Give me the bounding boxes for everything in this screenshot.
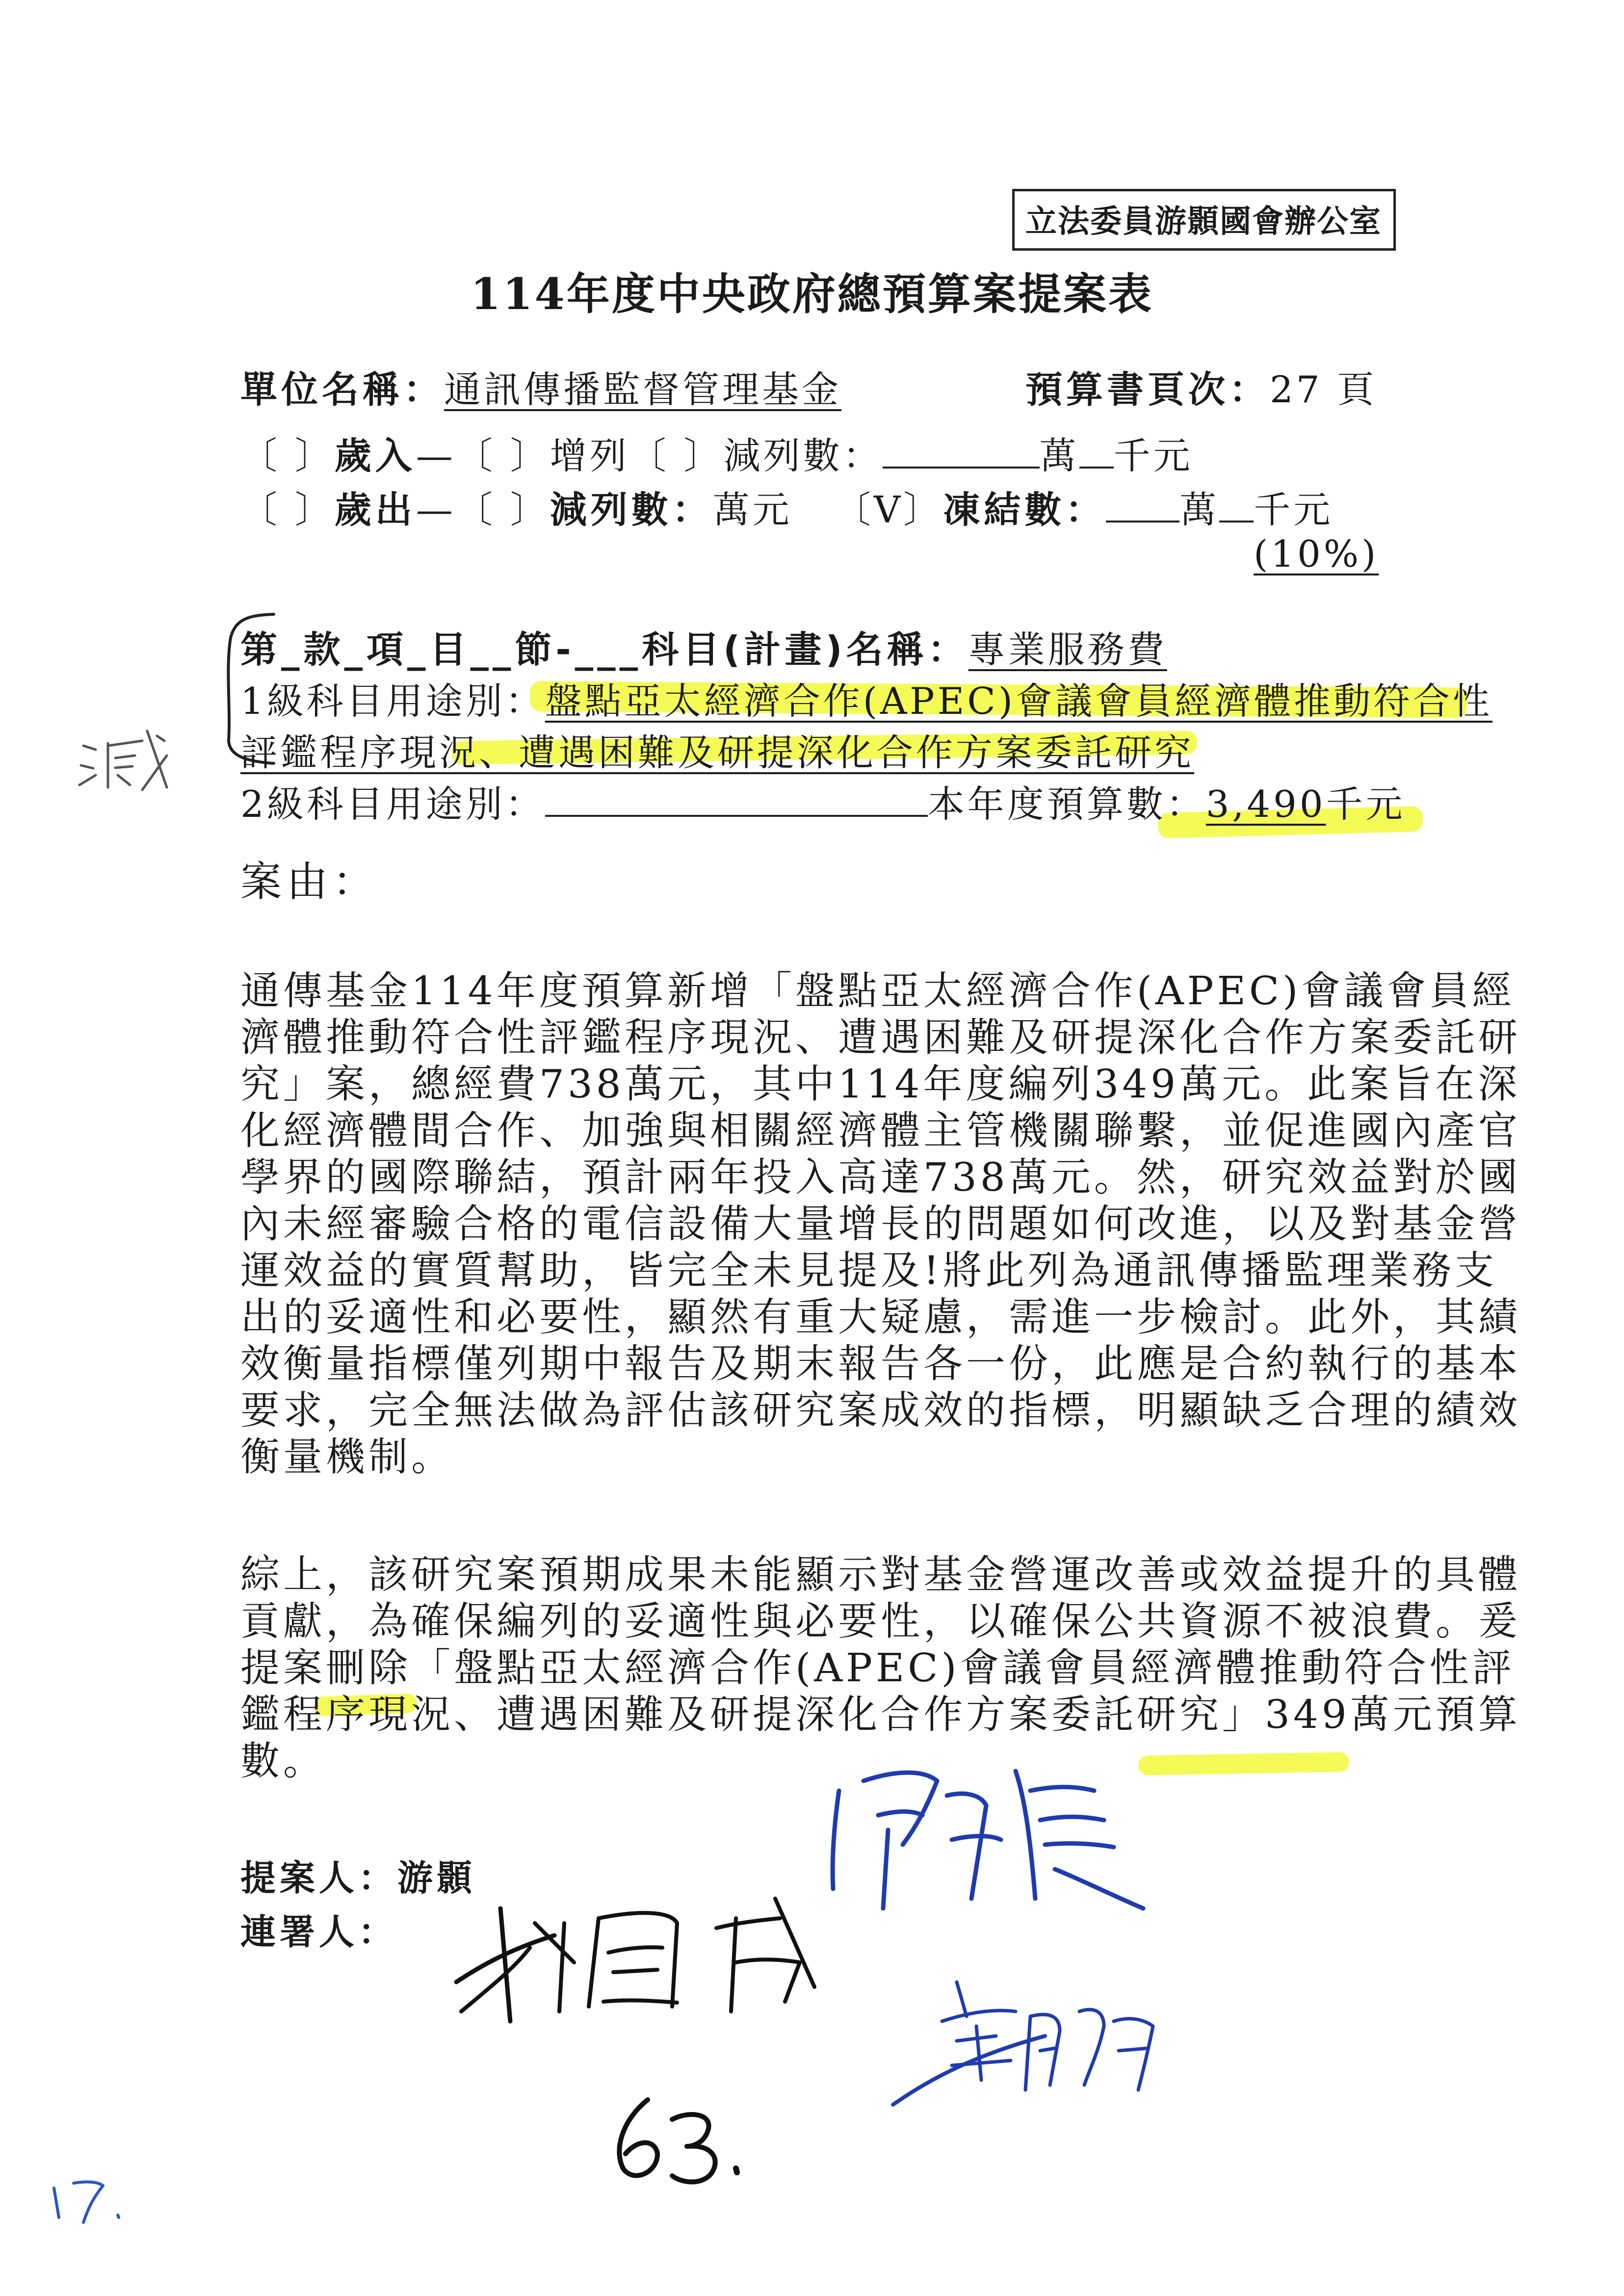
reason-p1-line: 究」案，總經費738萬元，其中114年度編列349萬元。此案旨在深 bbox=[240, 1061, 1521, 1107]
freeze-unit-thousand: 千元 bbox=[1254, 488, 1334, 531]
proposer-label: 提案人： bbox=[240, 1857, 398, 1899]
revenue-cut-label: 減列數： bbox=[723, 434, 883, 477]
revenue-add-bracket: 〔 〕 bbox=[455, 434, 550, 477]
page-ref-value: 27 頁 bbox=[1270, 368, 1377, 411]
reason-p1-line: 化經濟體間合作、加強與相關經濟體主管機關聯繫，並促進國內產官 bbox=[240, 1108, 1521, 1153]
proposer-row bbox=[240, 1850, 476, 1901]
revenue-unit-thousand: 千元 bbox=[1113, 434, 1193, 477]
budget-value: 3,490 bbox=[1205, 783, 1326, 826]
expense-dash: — bbox=[416, 488, 456, 531]
page-title: 114年度中央政府總預算案提案表 bbox=[471, 268, 1153, 319]
budget-label: 本年度預算數： bbox=[927, 783, 1206, 826]
revenue-cut-bracket: 〔 〕 bbox=[629, 434, 724, 477]
signature-third-cosigner bbox=[883, 1962, 1202, 2119]
reason-p2-line: 貢獻，為確保編列的妥適性與必要性，以確保公共資源不被浪費。爰 bbox=[240, 1598, 1521, 1644]
proposer-name: 游顥 bbox=[397, 1857, 476, 1899]
reason-p1-line: 運效益的實質幫助，皆完全未見提及!將此列為通訊傳播監理業務支 bbox=[240, 1248, 1498, 1293]
subject-label: 第_款_項_目__節-___科目(計畫)名稱： bbox=[240, 628, 969, 671]
reason-p1-line: 效衡量指標僅列期中報告及期末報告各一份，此應是合約執行的基本 bbox=[240, 1341, 1521, 1386]
reason-p1-line: 要求，完全無法做為評估該研究案成效的指標，明顯缺乏合理的績效 bbox=[240, 1387, 1521, 1433]
revenue-unit-wan: 萬 bbox=[1039, 434, 1079, 477]
level2-row bbox=[240, 775, 1405, 828]
margin-note-handwriting bbox=[74, 726, 177, 795]
reason-p2-line: 鑑程序現況、遭遇困難及研提深化合作方案委託研究」349萬元預算 bbox=[240, 1692, 1521, 1737]
signature-lin-guocheng bbox=[442, 1889, 824, 2026]
handwritten-page-number bbox=[603, 2090, 760, 2188]
freeze-bracket: 〔V〕 bbox=[834, 488, 943, 531]
reason-p1-line: 出的妥適性和必要性，顯然有重大疑慮，需進一步檢討。此外，其績 bbox=[240, 1294, 1521, 1340]
expense-cut-label: 減列數： bbox=[550, 488, 713, 531]
expense-cut-unit: 萬元 bbox=[712, 488, 792, 531]
freeze-unit-wan: 萬 bbox=[1179, 488, 1220, 531]
freeze-percent-value: (10%) bbox=[1254, 532, 1379, 575]
unit-value: 通訊傳播監督管理基金 bbox=[444, 368, 842, 411]
revenue-amount-blank bbox=[883, 437, 1040, 469]
revenue-label: 歲入 bbox=[334, 434, 416, 477]
reason-p1-line: 濟體推動符合性評鑑程序現況、遭遇困難及研提深化合作方案委託研 bbox=[240, 1015, 1521, 1060]
reason-p1-line: 通傳基金114年度預算新增「盤點亞太經濟合作(APEC)會議會員經 bbox=[240, 968, 1515, 1014]
cosigner-row bbox=[240, 1904, 397, 1955]
revenue-bracket: 〔 〕 bbox=[240, 434, 335, 477]
reason-p1-line: 衡量機制。 bbox=[240, 1434, 454, 1480]
revenue-thousand-blank bbox=[1079, 437, 1114, 469]
revenue-dash: — bbox=[416, 434, 456, 477]
unit-label: 單位名稱： bbox=[240, 368, 445, 411]
page-ref-label: 預算書頁次： bbox=[1025, 368, 1270, 411]
freeze-label: 凍結數： bbox=[943, 488, 1106, 531]
handwritten-corner-number bbox=[44, 2168, 132, 2227]
freeze-amount-blank bbox=[1106, 491, 1179, 522]
revenue-add-label: 增列 bbox=[550, 434, 629, 477]
reason-p1-line: 內未經審驗合格的電信設備大量增長的問題如何改進，以及對基金營 bbox=[240, 1201, 1521, 1247]
expense-cut-bracket: 〔 〕 bbox=[455, 488, 550, 531]
level1-row bbox=[240, 672, 1493, 725]
reason-p2-line: 數。 bbox=[240, 1738, 326, 1784]
budget-unit: 千元 bbox=[1326, 783, 1406, 826]
cosigner-label: 連署人： bbox=[240, 1911, 398, 1953]
level1-label: 1級科目用途別： bbox=[240, 679, 545, 723]
subject-value: 專業服務費 bbox=[968, 628, 1167, 671]
unit-row bbox=[240, 361, 841, 413]
reason-p2-line: 提案刪除「盤點亞太經濟合作(APEC)會議會員經濟體推動符合性評 bbox=[240, 1645, 1515, 1691]
highlight-amount bbox=[1138, 1752, 1350, 1775]
level1-row-2 bbox=[240, 724, 1194, 776]
freeze-thousand-blank bbox=[1219, 491, 1254, 522]
office-label: 立法委員游顥國會辦公室 bbox=[1012, 189, 1396, 251]
freeze-row bbox=[834, 481, 1333, 533]
reason-p1-line: 學界的國際聯結，預計兩年投入高達738萬元。然，研究效益對於國 bbox=[240, 1154, 1521, 1200]
level2-blank bbox=[545, 785, 928, 817]
expense-bracket: 〔 〕 bbox=[240, 488, 335, 531]
level1-line2: 評鑑程序現況、遭遇困難及研提深化合作方案委託研究 bbox=[240, 731, 1195, 774]
freeze-percent bbox=[1254, 532, 1379, 575]
level2-label: 2級科目用途別： bbox=[240, 783, 545, 826]
signature-you-hao bbox=[819, 1761, 1163, 1938]
page-ref bbox=[1025, 361, 1377, 413]
expense-row bbox=[240, 481, 792, 533]
expense-label: 歲出 bbox=[334, 488, 416, 531]
reason-p2-line: 綜上，該研究案預期成果未能顯示對基金營運改善或效益提升的具體 bbox=[240, 1552, 1521, 1597]
revenue-row bbox=[240, 427, 1193, 479]
level1-line1: 盤點亞太經濟合作(APEC)會議會員經濟體推動符合性 bbox=[545, 679, 1493, 723]
subject-row bbox=[240, 621, 1167, 673]
reason-heading: 案由： bbox=[240, 858, 379, 906]
